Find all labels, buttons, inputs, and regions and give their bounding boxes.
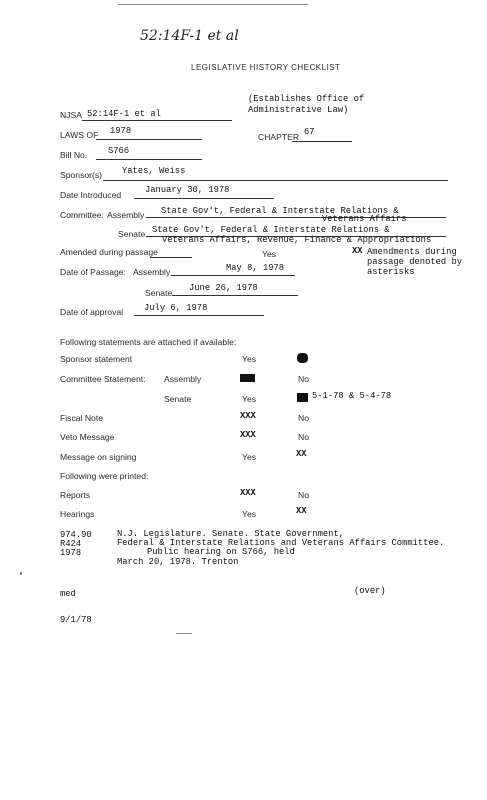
committee-statement-yes-blot (240, 374, 255, 382)
committee-statement-assembly: Assembly (164, 374, 202, 384)
sponsor-statement-no-blot (297, 353, 308, 363)
reports-label: Reports (60, 490, 91, 500)
veto-message-label: Veto Message (60, 432, 115, 442)
approval-label: Date of approval (60, 307, 124, 317)
senate-statement-yes: Yes (242, 394, 257, 404)
chapter-underline (292, 141, 352, 142)
citation-line-3: Public hearing on S766, held (147, 547, 295, 557)
reports-no: No (298, 490, 309, 500)
call-number-3: 1978 (60, 548, 82, 558)
citation-line-2: Federal & Interstate Relations and Veterans Affairs Committee. (117, 538, 445, 548)
message-signing-label: Message on signing (60, 452, 137, 462)
citation-line-1: N.J. Legislature. Senate. State Government, (117, 529, 344, 539)
passage-assembly-value: May 8, 1978 (226, 263, 285, 273)
committee-label: Committee: (60, 210, 104, 220)
assembly-committee-line2: Veterans Affairs (322, 214, 407, 224)
senate-statement-no-blot (297, 393, 308, 402)
hearings-yes: Yes (242, 509, 257, 519)
chapter-label: CHAPTER (258, 132, 300, 142)
chapter-value: 67 (304, 127, 315, 137)
page-title: LEGISLATIVE HISTORY CHECKLIST (191, 63, 341, 72)
hearings-no-struck: XX (296, 506, 307, 516)
veto-message-yes-struck: XXX (240, 430, 256, 440)
reports-yes-struck: XXX (240, 488, 256, 498)
bill-underline (96, 159, 202, 160)
laws-of-value: 1978 (110, 126, 132, 136)
approval-value: July 6, 1978 (144, 303, 208, 313)
amended-yes: Yes (262, 249, 277, 259)
fiscal-note-label: Fiscal Note (60, 413, 103, 423)
amended-label: Amended during passage (60, 247, 158, 257)
bill-value: S766 (108, 146, 130, 156)
amended-underline (150, 257, 192, 258)
footer-initials: med (60, 589, 76, 599)
printed-heading: Following were printed: (60, 471, 149, 481)
amended-mark: XX (352, 246, 363, 256)
passage-label: Date of Passage: (60, 267, 126, 277)
footer-date: 9/1/78 (60, 615, 92, 625)
senate-committee-line1: State Gov't, Federal & Interstate Relations & (152, 225, 390, 235)
message-signing-no-struck: XX (296, 449, 307, 459)
veto-message-no: No (298, 432, 309, 442)
njsa-note: (Establishes Office of Administrative Law) (248, 94, 365, 115)
laws-of-label: LAWS OF (60, 130, 99, 140)
laws-of-underline (96, 139, 202, 140)
njsa-value: 52:14F-1 et al (87, 109, 161, 119)
njsa-label: NJSA (60, 110, 82, 120)
scan-speckle (20, 572, 22, 575)
bill-label: Bill No. (60, 150, 88, 160)
footer-over: (over) (354, 586, 386, 596)
attached-heading: Following statements are attached if available: (60, 337, 237, 347)
committee-assembly-label: Assembly (107, 210, 145, 220)
passage-senate-underline (172, 295, 298, 296)
call-number-1: 974.90 (60, 530, 92, 540)
introduced-underline (134, 198, 274, 199)
sponsor-underline (103, 180, 448, 181)
introduced-label: Date Introduced (60, 190, 122, 200)
passage-assembly-label: Assembly (133, 267, 171, 277)
committee-statement-label: Committee Statement: (60, 374, 146, 384)
sponsor-statement-yes: Yes (242, 354, 257, 364)
scan-speckle (176, 633, 192, 634)
njsa-underline (82, 120, 232, 121)
call-number-2: R424 (60, 539, 82, 549)
citation-line-4: March 20, 1978. Trenton (117, 557, 239, 567)
fiscal-note-yes-struck: XXX (240, 411, 256, 421)
senate-committee-line2: Veterans Affairs, Revenue, Finance & Appropriations (162, 235, 432, 245)
sponsor-label: Sponsor(s) (60, 170, 103, 180)
sponsor-statement-label: Sponsor statement (60, 354, 133, 364)
message-signing-yes: Yes (242, 452, 257, 462)
senate-statement-dates: 5-1-78 & 5-4-78 (312, 391, 392, 401)
passage-assembly-underline (171, 275, 295, 276)
fiscal-note-no: No (298, 413, 309, 423)
assembly-committee-line1: State Gov't, Federal & Interstate Relations & (161, 206, 399, 216)
introduced-value: January 30, 1978 (145, 185, 230, 195)
passage-senate-value: June 26, 1978 (189, 283, 258, 293)
sponsor-value: Yates, Weiss (122, 166, 186, 176)
hearings-label: Hearings (60, 509, 95, 519)
senate-statement-label: Senate (164, 394, 192, 404)
committee-statement-no: No (298, 374, 309, 384)
amended-note: Amendments during passage denoted by asterisks (367, 247, 463, 277)
passage-senate-label: Senate (145, 288, 173, 298)
committee-senate-label: Senate (118, 229, 146, 239)
scan-speckle (118, 4, 308, 5)
approval-underline (134, 315, 264, 316)
handwritten-number: 52:14F-1 et al (140, 28, 239, 44)
